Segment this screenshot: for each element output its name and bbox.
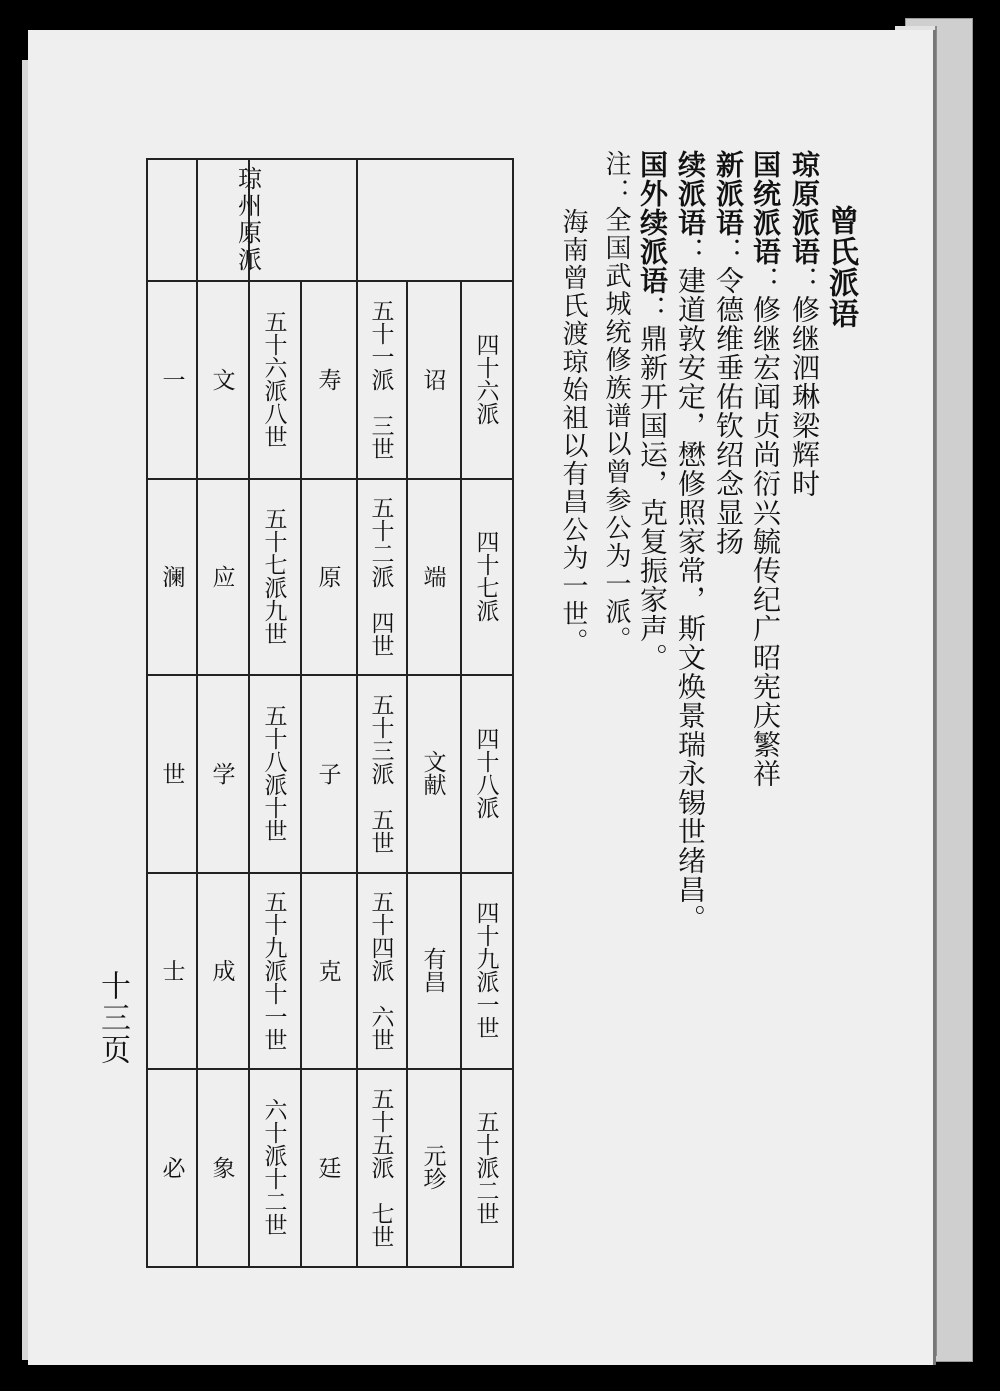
cell-text: 诏 xyxy=(419,367,446,391)
cell-text: 澜 xyxy=(158,564,185,588)
cell-text: 五十八派十世 xyxy=(260,704,287,842)
table-cell xyxy=(356,674,406,872)
cell-text: 士 xyxy=(158,958,185,982)
pai-line-xu xyxy=(674,150,707,933)
cell-text: 寿 xyxy=(314,367,341,391)
table-cell xyxy=(148,478,196,674)
table-cell xyxy=(196,280,248,478)
cell-text: 文献 xyxy=(419,750,446,796)
pai-text: 建道敦安定，懋修照家常，斯文焕景瑞永锡世绪昌。 xyxy=(674,266,707,933)
table-cell xyxy=(196,674,248,872)
cell-text: 学 xyxy=(208,761,235,785)
table-cell xyxy=(460,478,512,674)
table-cell xyxy=(460,280,512,478)
table-cell xyxy=(148,872,196,1068)
cell-text: 四十九派一世 xyxy=(472,901,499,1039)
pai-label: 新派语 xyxy=(712,150,745,237)
table-cell xyxy=(248,478,300,674)
table-cell xyxy=(300,478,356,674)
document-page xyxy=(28,30,936,1365)
pai-label: 国外续派语 xyxy=(636,150,669,295)
table-cell xyxy=(300,674,356,872)
pai-line-xin xyxy=(712,150,745,556)
cell-text: 象 xyxy=(208,1155,235,1179)
cell-text: 五十七派九世 xyxy=(260,507,287,645)
table-cell xyxy=(248,280,300,478)
table-cell xyxy=(356,478,406,674)
cell-text: 文 xyxy=(208,367,235,391)
table-cell xyxy=(148,280,196,478)
table-cell xyxy=(196,872,248,1068)
cell-text: 端 xyxy=(419,564,446,588)
pai-text: 鼎新开国运，克复振家声。 xyxy=(636,324,669,672)
table-cell xyxy=(356,872,406,1068)
cell-text: 克 xyxy=(314,958,341,982)
table-cell xyxy=(356,1068,406,1266)
pai-sep: ： xyxy=(712,237,745,266)
cell-text: 廷 xyxy=(314,1155,341,1179)
pai-line-qiongyuan xyxy=(788,150,821,498)
table-cell xyxy=(148,1068,196,1266)
pai-text: 令德维垂佑钦绍念显扬 xyxy=(712,266,745,556)
cell-text: 五十四派 六世 xyxy=(367,889,394,1051)
cell-text: 元珍 xyxy=(419,1144,446,1190)
cell-text: 一 xyxy=(158,367,185,391)
table-cell xyxy=(460,872,512,1068)
table-cell xyxy=(196,478,248,674)
table-cell xyxy=(406,280,460,478)
pai-sep: ： xyxy=(788,266,821,295)
table-cell xyxy=(406,674,460,872)
cell-text: 五十五派 七世 xyxy=(367,1086,394,1248)
table-cell xyxy=(460,674,512,872)
cell-text: 成 xyxy=(208,958,235,982)
cell-text: 有昌 xyxy=(419,947,446,993)
table-cell xyxy=(460,1068,512,1266)
table-cell xyxy=(248,872,300,1068)
cell-text: 应 xyxy=(208,564,235,588)
generation-table xyxy=(146,158,514,1268)
pai-line-guotong xyxy=(749,150,782,788)
table-cell xyxy=(406,1068,460,1266)
pai-label: 国统派语 xyxy=(749,150,782,266)
pai-text: 修继泗琳梁辉时 xyxy=(788,295,821,498)
pai-sep: ： xyxy=(749,266,782,295)
table-cell xyxy=(148,674,196,872)
section-title: 曾氏派语 xyxy=(823,205,858,329)
cell-text: 五十六派八世 xyxy=(260,310,287,448)
page-number: 十三页 xyxy=(95,970,130,1066)
pai-label: 琼原派语 xyxy=(788,150,821,266)
cell-text: 五十三派 五世 xyxy=(367,692,394,854)
table-cell xyxy=(356,280,406,478)
cell-text: 五十派二世 xyxy=(472,1109,499,1225)
cell-text: 四十八派 xyxy=(472,727,499,819)
cell-text: 世 xyxy=(158,761,185,785)
table-cell xyxy=(406,872,460,1068)
table-cell xyxy=(248,674,300,872)
note-line-2: 海南曾氏渡琼始祖以有昌公为一世。 xyxy=(558,208,588,656)
cell-text: 子 xyxy=(314,761,341,785)
pai-sep: ： xyxy=(636,295,669,324)
table-cell xyxy=(248,1068,300,1266)
cell-text: 五十九派十一世 xyxy=(260,889,287,1051)
table-cell xyxy=(300,872,356,1068)
table-cell xyxy=(196,1068,248,1266)
table-cell xyxy=(300,280,356,478)
cell-text: 五十二派 四世 xyxy=(367,495,394,657)
pai-label: 续派语 xyxy=(674,150,707,237)
pai-sep: ： xyxy=(674,237,707,266)
cell-text: 原 xyxy=(314,564,341,588)
cell-text: 五十一派 三世 xyxy=(367,298,394,460)
cell-text: 六十派十二世 xyxy=(260,1098,287,1236)
cell-text: 四十七派 xyxy=(472,530,499,622)
pai-text: 修继宏闻贞尚衍兴毓传纪广昭宪庆繁祥 xyxy=(749,295,782,788)
table-cell xyxy=(406,478,460,674)
cell-text: 必 xyxy=(158,1155,185,1179)
table-header-cell xyxy=(196,160,300,280)
pai-line-guowai xyxy=(636,150,669,672)
table-cell xyxy=(300,1068,356,1266)
cell-text: 四十六派 xyxy=(472,333,499,425)
table-header-text: 琼州原派 xyxy=(233,166,262,274)
note-line-1: 注：全国武城统修族谱以曾参公为一派。 xyxy=(601,150,631,654)
